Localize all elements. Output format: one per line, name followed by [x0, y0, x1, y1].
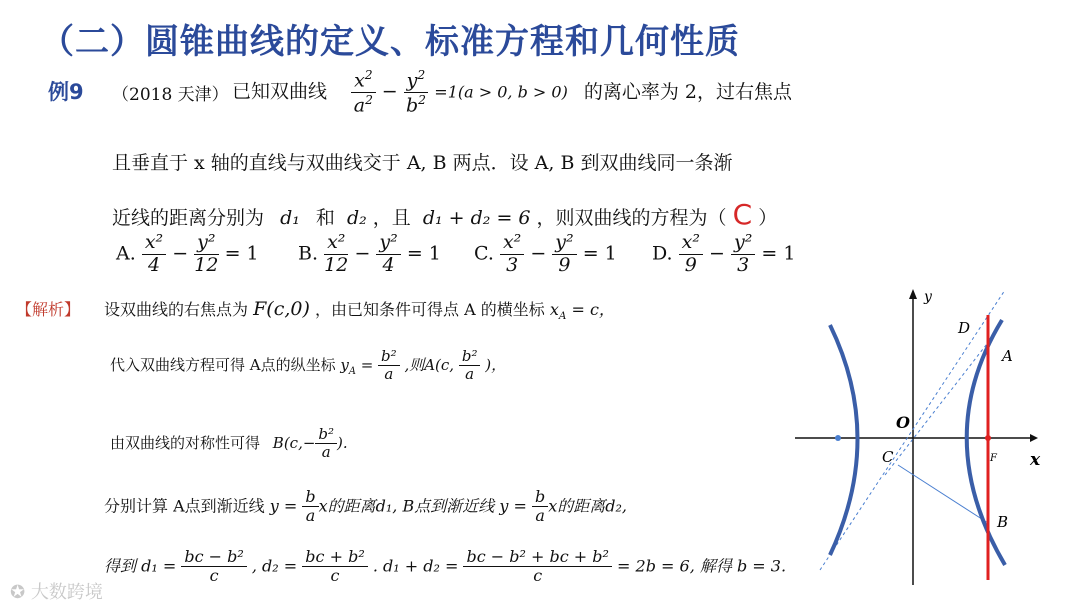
option-fraction: $\frac{\text{y²}}{12}$ [194, 231, 219, 276]
d2-symbol: d₂ [346, 207, 367, 229]
option-fraction: $\frac{\text{x²}}{3}$ [500, 232, 524, 277]
fraction-d1: $\frac{\text{bc − b²}}{c}$ [181, 548, 246, 586]
fraction-b-a: $\frac{b}{a}$ [302, 488, 318, 526]
label-a: A [1002, 347, 1013, 365]
question-line-1: 已知双曲线 $\frac{x^2}{a^2}$ − $\frac{y^2}{b^2}$ =1(a > 0, b > 0) 的离心率为 2，过右焦点 [232, 68, 793, 117]
left-focus-point [835, 435, 841, 441]
option-b: B. $\frac{\text{x²}}{12}$ − $\frac{\text{y²}}{4}$ = 1 [298, 231, 441, 276]
option-fraction: $\frac{\text{x²}}{9}$ [679, 232, 703, 277]
solution-line-3: 由双曲线的对称性可得 B(c,− $\frac{\text{b²}}{a}$ ). [110, 425, 348, 462]
fraction-y2-b2: $\frac{y^2}{b^2}$ [404, 68, 429, 117]
option-fraction: $\frac{\text{y²}}{9}$ [552, 232, 576, 277]
example-label: 例9 [48, 80, 84, 104]
label-x: x [1030, 450, 1041, 470]
option-fraction: $\frac{\text{x²}}{4}$ [142, 232, 166, 277]
fraction-b2-a: $\frac{\text{b²}}{a}$ [459, 348, 481, 384]
option-fraction: $\frac{\text{x²}}{12}$ [324, 231, 349, 276]
label-b: B [997, 513, 1009, 531]
option-c: C. $\frac{\text{x²}}{3}$ − $\frac{\text{y²}}{9}$ = 1 [474, 231, 617, 276]
left-branch [830, 325, 858, 555]
label-d: D [958, 319, 971, 337]
d1-symbol: d₁ [280, 207, 300, 229]
question-after-given: 的离心率为 2，过右焦点 [583, 80, 793, 103]
option-fraction: $\frac{\text{y²}}{4}$ [376, 232, 400, 277]
fraction-x2-a2: $\frac{x^2}{a^2}$ [351, 68, 376, 117]
fraction-d2: $\frac{\text{bc + b²}}{c}$ [302, 548, 367, 586]
asymptote-2 [885, 340, 990, 475]
solution-line-2: 代入双曲线方程可得 A点的纵坐标 $y_A$ = $\frac{\text{b²}}{a}$ ,则A(c, $\frac{\text{b²}}{a}$ )， [110, 347, 507, 384]
fraction-sum: $\frac{\text{bc − b² + bc + b²}}{c}$ [463, 548, 611, 586]
distance-sum: d₁ + d₂ = 6 [422, 207, 531, 229]
solution-line-5: 得到 d₁ = $\frac{\text{bc − b²}}{c}$ , d₂ = $\frac{\text{bc + b²}}{c}$ . d₁ + d₂ = $\frac{\text{bc − b² + bc + b²}}{c}$ = 2b = 6, 解得 b = 3. [104, 547, 787, 586]
fraction-b2-a: $\frac{\text{b²}}{a}$ [378, 348, 400, 384]
right-focus-point [985, 435, 991, 441]
label-c: C [882, 448, 894, 466]
question-line-2: 且垂直于 x 轴的直线与双曲线交于 A, B 两点．设 A, B 到双曲线同一条渐 [112, 152, 733, 174]
answer-mark: C [732, 198, 753, 231]
hyperbola-figure [790, 285, 1050, 595]
option-fraction: $\frac{\text{y²}}{3}$ [731, 232, 755, 277]
example-source: （2018 天津） [112, 85, 229, 105]
label-origin: O [896, 413, 910, 432]
watermark: ✪ 大数跨境 [10, 582, 103, 603]
question-line-3: 近线的距离分别为 d₁ 和 d₂ ，且 d₁ + d₂ = 6 ，则双曲线的方程为（ C ） [112, 198, 778, 231]
page-title: （二）圆锥曲线的定义、标准方程和几何性质 [40, 22, 740, 62]
label-f: F [990, 453, 997, 464]
label-y: y [924, 289, 932, 305]
fraction-b-a: $\frac{b}{a}$ [532, 488, 548, 526]
solution-tag: 【解析】 [16, 300, 81, 319]
solution-line-1: 设双曲线的右焦点为 F(c,0) ，由已知条件可得点 A 的横坐标 $x_A = c$， [104, 298, 615, 323]
solution-line-4: 分别计算 A点到渐近线 y = $\frac{b}{a}$ x的距离d₁, B点到渐近线 y = $\frac{b}{a}$ x的距离d₂, [104, 487, 627, 526]
watermark-logo-icon: ✪ [10, 582, 26, 603]
option-d: D. $\frac{\text{x²}}{9}$ − $\frac{\text{y²}}{3}$ = 1 [652, 231, 796, 276]
y-axis-arrow-icon [909, 289, 917, 299]
given-condition: =1(a > 0, b > 0) [434, 82, 568, 102]
option-a: A. $\frac{\text{x²}}{4}$ − $\frac{\text{y²}}{12}$ = 1 [116, 231, 259, 276]
fraction-b2-a: $\frac{\text{b²}}{a}$ [315, 426, 337, 462]
question-intro: 已知双曲线 [232, 80, 328, 103]
x-axis-arrow-icon [1030, 434, 1038, 442]
